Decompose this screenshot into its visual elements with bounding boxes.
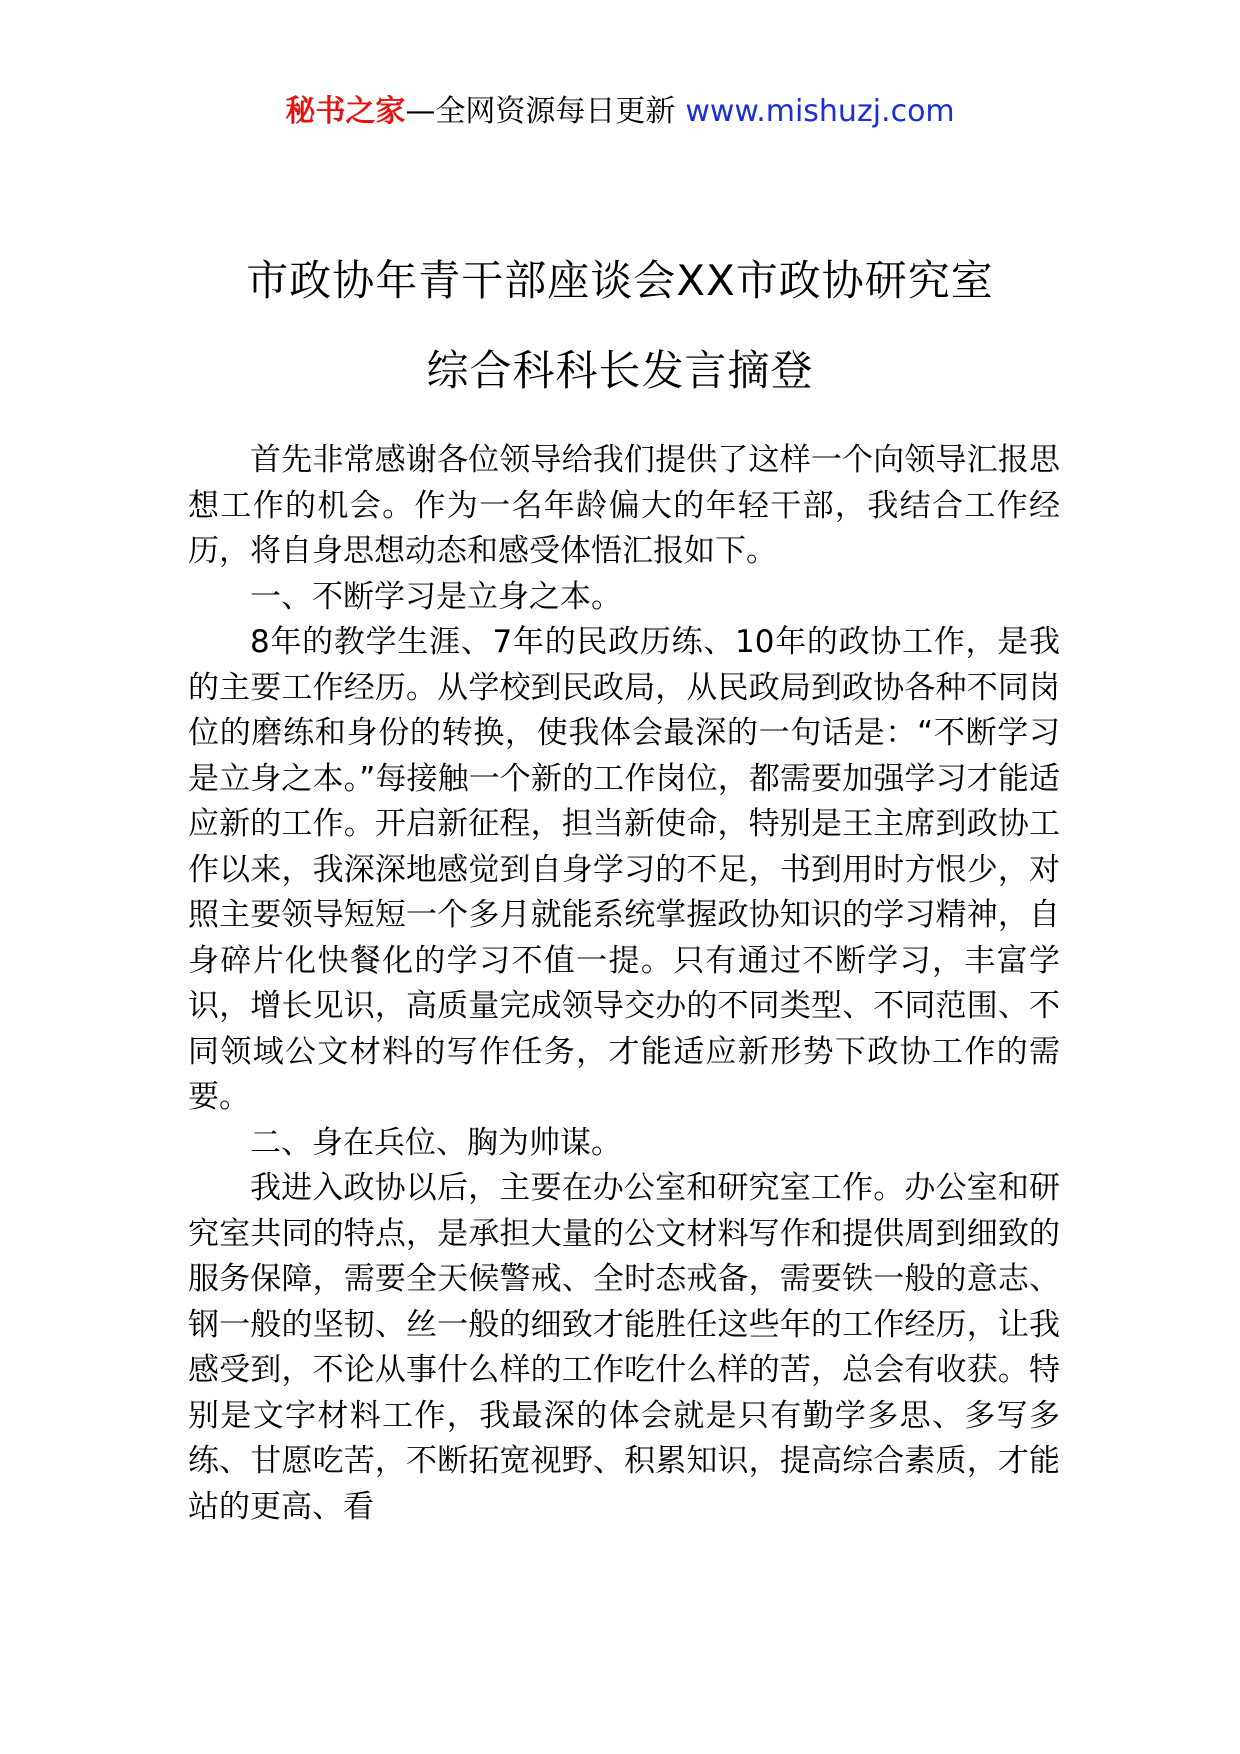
paragraph-intro: 首先非常感谢各位领导给我们提供了这样一个向领导汇报思想工作的机会。作为一名年龄偏大的年轻干部，我结合工作经历，将自身思想动态和感受体悟汇报如下。 bbox=[188, 442, 1060, 569]
section-heading-1: 一、不断学习是立身之本。 bbox=[250, 578, 622, 615]
section-heading-2: 二、身在兵位、胸为帅谋。 bbox=[250, 1124, 622, 1161]
paragraph-section-2: 我进入政协以后，主要在办公室和研究室工作。办公室和研究室共同的特点，是承担大量的公文材料写作和提供周到细致的服务保障，需要全天候警戒、全时态戒备，需要铁一般的意志、钢一般的坚韧、丝一般的细致才能胜任这些年的工作经历，让我感受到，不论从事什么样的工作吃什么样的苦，总会有收获。特别是文字材料工作，我最深的体会就是只有勤学多思、多写多练、甘愿吃苦，不断拓宽视野、积累知识，提高综合素质，才能站的更高、看 bbox=[188, 1170, 1060, 1525]
site-header bbox=[0, 92, 1240, 132]
document-title bbox=[120, 236, 1120, 416]
site-tagline: —全网资源每日更新 bbox=[405, 94, 676, 129]
paragraph-section-1: 8年的教学生涯、7年的民政历练、10年的政协工作，是我的主要工作经历。从学校到民政局，从民政局到政协各种不同岗位的磨练和身份的转换，使我体会最深的一句话是：“不断学习是立身之本。”每接触一个新的工作岗位，都需要加强学习才能适应新的工作。开启新征程，担当新使命，特别是王主席到政协工作以来，我深深地感觉到自身学习的不足，书到用时方恨少，对照主要领导短短一个多月就能系统掌握政协知识的学习精神，自身碎片化快餐化的学习不值一提。只有通过不断学习，丰富学识，增长见识，高质量完成领导交办的不同类型、不同范围、不同领域公文材料的写作任务，才能适应新形势下政协工作的需要。 bbox=[188, 624, 1060, 1115]
site-url-link[interactable]: www.mishuzj.com bbox=[685, 94, 955, 129]
site-brand: 秘书之家 bbox=[285, 94, 406, 129]
document-body bbox=[188, 438, 1060, 1530]
document-title-line-2: 综合科科长发言摘登 bbox=[426, 346, 814, 395]
document-title-line-1: 市政协年青干部座谈会XX市政协研究室 bbox=[246, 256, 994, 305]
